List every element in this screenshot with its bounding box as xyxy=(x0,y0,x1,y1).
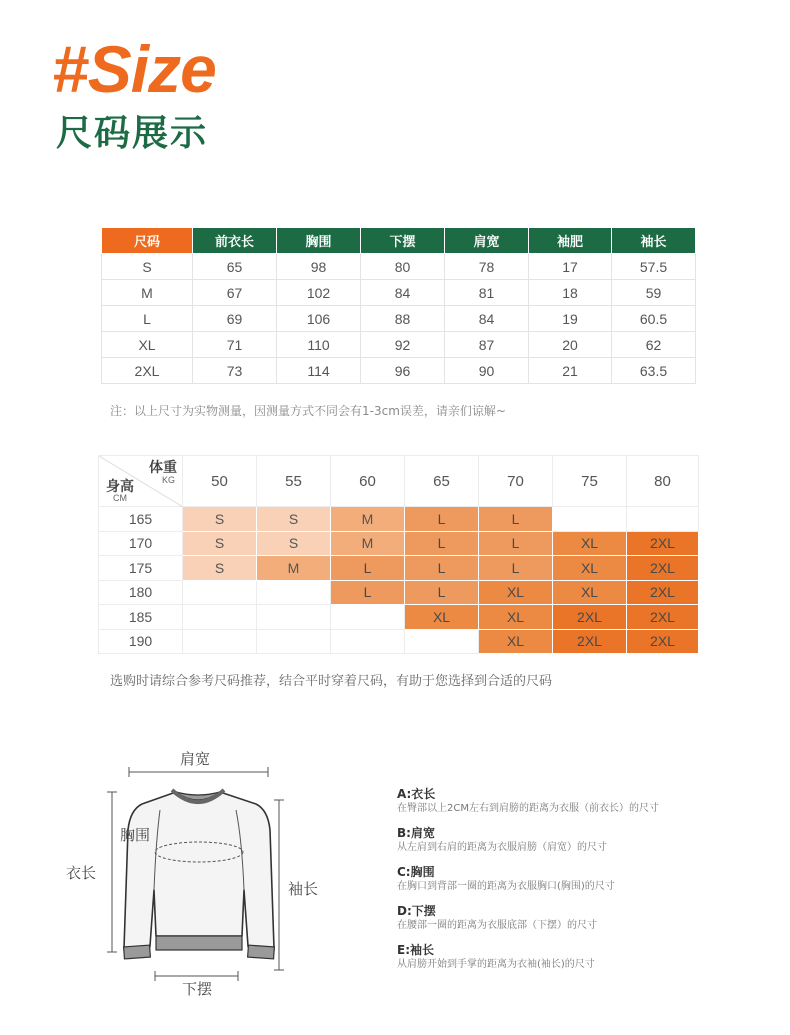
measurement-cell: 73 xyxy=(193,358,277,384)
definition-desc: 在腰部一圈的距离为衣服底部（下摆）的尺寸 xyxy=(397,920,597,931)
header-size: 尺码 xyxy=(102,228,193,254)
size-table xyxy=(101,227,696,384)
header-sleeve-width: 袖肥 xyxy=(529,228,612,254)
recommended-size-cell: 2XL xyxy=(627,580,699,605)
height-row xyxy=(99,507,699,532)
height-header-cell: 165 xyxy=(99,507,183,532)
height-row xyxy=(99,629,699,654)
recommended-size-cell: L xyxy=(405,580,479,605)
header-chest: 胸围 xyxy=(277,228,361,254)
measurement-cell: 18 xyxy=(529,280,612,306)
recommended-size-cell xyxy=(331,605,405,630)
label-hem: 下摆 xyxy=(182,980,213,998)
label-sleeve: 袖长 xyxy=(288,880,319,898)
recommended-size-cell: L xyxy=(331,580,405,605)
size-cell: 2XL xyxy=(102,358,193,384)
recommended-size-cell xyxy=(183,605,257,630)
recommended-size-cell: S xyxy=(183,507,257,532)
weight-header-cell: 60 xyxy=(331,456,405,507)
recommended-size-cell xyxy=(405,629,479,654)
recommended-size-cell: 2XL xyxy=(627,556,699,581)
recommended-size-cell: M xyxy=(331,531,405,556)
size-row xyxy=(102,332,696,358)
size-table-header xyxy=(102,228,696,254)
recommendation-note: 选购时请综合参考尺码推荐，结合平时穿着尺码，有助于您选择到合适的尺码 xyxy=(110,674,553,689)
size-cell: S xyxy=(102,254,193,280)
measurement-cell: 71 xyxy=(193,332,277,358)
recommended-size-cell xyxy=(553,507,627,532)
recommended-size-cell: XL xyxy=(553,556,627,581)
recommended-size-cell: 2XL xyxy=(553,605,627,630)
definition-hem xyxy=(397,903,727,933)
measurement-cell: 87 xyxy=(445,332,529,358)
measurement-cell: 102 xyxy=(277,280,361,306)
label-chest: 胸围 xyxy=(120,826,151,844)
header-hem: 下摆 xyxy=(361,228,445,254)
size-recommendation-grid xyxy=(98,455,699,654)
height-header-cell: 190 xyxy=(99,629,183,654)
measurement-cell: 110 xyxy=(277,332,361,358)
definition-chest xyxy=(397,864,727,894)
measurement-cell: 60.5 xyxy=(612,306,696,332)
recommended-size-cell: L xyxy=(405,531,479,556)
header-sleeve-length: 袖长 xyxy=(612,228,696,254)
height-header-cell: 170 xyxy=(99,531,183,556)
measurement-cell: 69 xyxy=(193,306,277,332)
definition-sleeve xyxy=(397,942,727,972)
recommended-size-cell: 2XL xyxy=(627,629,699,654)
recommended-size-cell: S xyxy=(257,531,331,556)
weight-header-cell: 50 xyxy=(183,456,257,507)
recommended-size-cell: S xyxy=(183,556,257,581)
definition-length xyxy=(397,786,727,816)
measurement-note: 注：以上尺寸为实物测量，因测量方式不同会有1-3cm误差，请亲们谅解~ xyxy=(110,404,506,418)
height-header-cell: 185 xyxy=(99,605,183,630)
definition-desc: 从左肩到右肩的距离为衣服肩膀（肩宽）的尺寸 xyxy=(397,842,607,853)
label-shoulder: 肩宽 xyxy=(180,750,211,768)
recommended-size-cell xyxy=(183,629,257,654)
definition-desc: 在胸口到背部一圈的距离为衣服胸口(胸围)的尺寸 xyxy=(397,881,615,892)
measurement-cell: 19 xyxy=(529,306,612,332)
definition-title: B:肩宽 xyxy=(397,826,435,840)
weight-label: 体重 xyxy=(149,459,177,475)
definition-desc: 从肩膀开始到手掌的距离为衣袖(袖长)的尺寸 xyxy=(397,959,595,970)
recommended-size-cell: XL xyxy=(479,605,553,630)
measurement-cell: 63.5 xyxy=(612,358,696,384)
sweater-diagram xyxy=(60,740,350,1004)
measurement-definitions xyxy=(397,786,727,981)
recommended-size-cell: L xyxy=(479,531,553,556)
recommended-size-cell: L xyxy=(479,556,553,581)
definition-shoulder xyxy=(397,825,727,855)
height-row xyxy=(99,556,699,581)
recommended-size-cell: S xyxy=(257,507,331,532)
size-cell: L xyxy=(102,306,193,332)
measurement-cell: 62 xyxy=(612,332,696,358)
recommended-size-cell: L xyxy=(405,556,479,581)
recommended-size-cell: M xyxy=(257,556,331,581)
definition-title: C:胸围 xyxy=(397,865,435,879)
recommended-size-cell xyxy=(257,580,331,605)
definition-title: E:袖长 xyxy=(397,943,434,957)
recommended-size-cell: L xyxy=(331,556,405,581)
height-header-cell: 175 xyxy=(99,556,183,581)
measurement-cell: 84 xyxy=(361,280,445,306)
recommended-size-cell: XL xyxy=(479,629,553,654)
recommended-size-cell: M xyxy=(331,507,405,532)
size-row xyxy=(102,358,696,384)
header-front-length: 前衣长 xyxy=(193,228,277,254)
measurement-cell: 98 xyxy=(277,254,361,280)
weight-header-cell: 65 xyxy=(405,456,479,507)
definition-title: A:衣长 xyxy=(397,787,436,801)
measurement-cell: 57.5 xyxy=(612,254,696,280)
header-shoulder: 肩宽 xyxy=(445,228,529,254)
recommended-size-cell xyxy=(257,629,331,654)
measurement-cell: 106 xyxy=(277,306,361,332)
measurement-cell: 59 xyxy=(612,280,696,306)
height-row xyxy=(99,531,699,556)
page-title: #Size xyxy=(52,32,216,106)
measurement-cell: 21 xyxy=(529,358,612,384)
size-row xyxy=(102,306,696,332)
recommended-size-cell: L xyxy=(405,507,479,532)
measurement-cell: 67 xyxy=(193,280,277,306)
recommended-size-cell: XL xyxy=(553,531,627,556)
grid-corner xyxy=(99,456,183,507)
size-row xyxy=(102,254,696,280)
recommended-size-cell: XL xyxy=(479,580,553,605)
measurement-cell: 65 xyxy=(193,254,277,280)
measurement-cell: 78 xyxy=(445,254,529,280)
weight-header-cell: 70 xyxy=(479,456,553,507)
measurement-cell: 88 xyxy=(361,306,445,332)
height-label: 身高 xyxy=(106,478,134,494)
label-length: 衣长 xyxy=(66,864,97,882)
measurement-cell: 92 xyxy=(361,332,445,358)
weight-header-cell: 55 xyxy=(257,456,331,507)
size-cell: XL xyxy=(102,332,193,358)
measurement-cell: 114 xyxy=(277,358,361,384)
size-row xyxy=(102,280,696,306)
measurement-cell: 80 xyxy=(361,254,445,280)
height-row xyxy=(99,605,699,630)
weight-unit: KG xyxy=(162,475,176,485)
height-unit: CM xyxy=(113,493,127,503)
recommended-size-cell: XL xyxy=(405,605,479,630)
recommended-size-cell xyxy=(257,605,331,630)
height-row xyxy=(99,580,699,605)
measurement-cell: 90 xyxy=(445,358,529,384)
recommended-size-cell xyxy=(627,507,699,532)
measurement-cell: 96 xyxy=(361,358,445,384)
page-subtitle: 尺码展示 xyxy=(56,113,209,154)
measurement-cell: 81 xyxy=(445,280,529,306)
recommended-size-cell: 2XL xyxy=(553,629,627,654)
weight-header-cell: 75 xyxy=(553,456,627,507)
definition-desc: 在臀部以上2CM左右到肩膀的距离为衣服（前衣长）的尺寸 xyxy=(397,803,659,814)
measurement-cell: 17 xyxy=(529,254,612,280)
recommended-size-cell: XL xyxy=(553,580,627,605)
recommended-size-cell xyxy=(183,580,257,605)
size-cell: M xyxy=(102,280,193,306)
recommended-size-cell: 2XL xyxy=(627,605,699,630)
measurement-cell: 84 xyxy=(445,306,529,332)
height-header-cell: 180 xyxy=(99,580,183,605)
sweater-illustration xyxy=(60,740,350,1000)
recommended-size-cell: 2XL xyxy=(627,531,699,556)
recommended-size-cell xyxy=(331,629,405,654)
measurement-cell: 20 xyxy=(529,332,612,358)
weight-header-cell: 80 xyxy=(627,456,699,507)
weight-header-row xyxy=(99,456,699,507)
recommended-size-cell: L xyxy=(479,507,553,532)
definition-title: D:下摆 xyxy=(397,904,436,918)
recommended-size-cell: S xyxy=(183,531,257,556)
